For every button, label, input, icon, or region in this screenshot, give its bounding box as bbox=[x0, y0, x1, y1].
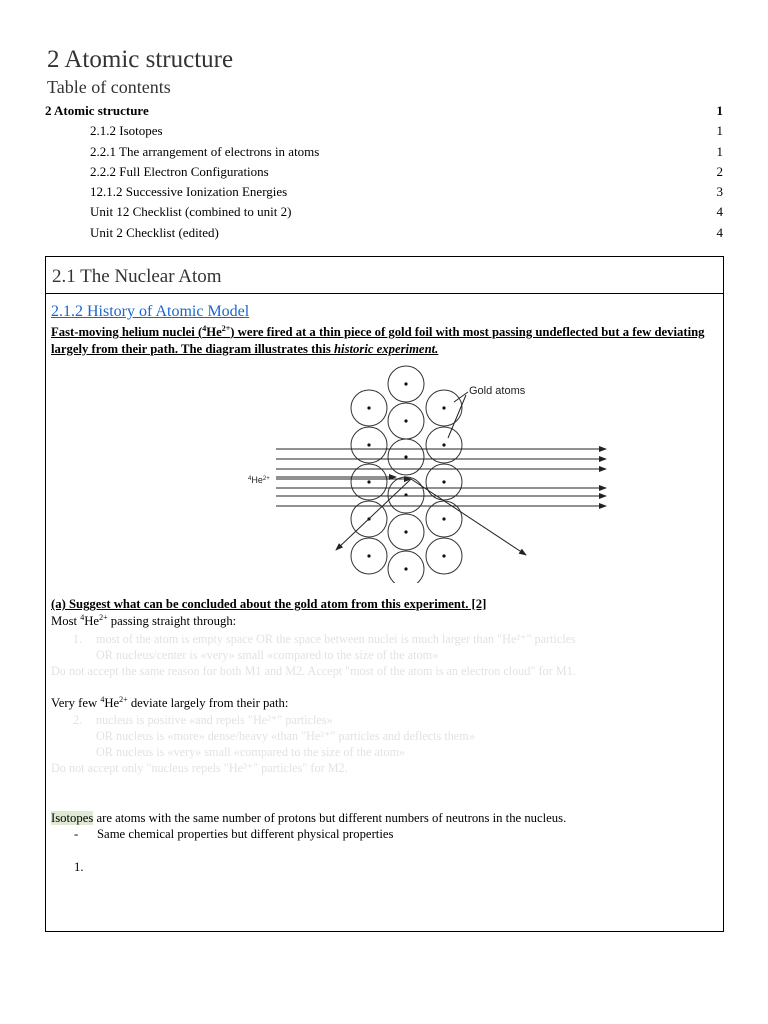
most-post: passing straight through: bbox=[107, 614, 237, 628]
gold-atom bbox=[351, 538, 387, 574]
few-pre: Very few bbox=[51, 696, 101, 710]
dash-bullet: - bbox=[74, 827, 79, 841]
isotopes-highlight: Isotopes bbox=[51, 811, 94, 825]
toc-entry-page: 3 bbox=[716, 184, 723, 200]
empty-numbered-item[interactable]: 1. bbox=[74, 860, 84, 874]
toc-entry[interactable] bbox=[45, 202, 723, 222]
toc-entry[interactable] bbox=[45, 142, 723, 162]
toc-entry-page: 1 bbox=[716, 123, 723, 139]
toc-entry[interactable] bbox=[45, 182, 723, 202]
toc-entry-page: 4 bbox=[716, 224, 723, 240]
gold-atom bbox=[388, 439, 424, 475]
intro-italic: historic experiment. bbox=[334, 342, 439, 356]
alpha-particle-paths bbox=[276, 449, 606, 555]
helium-label: $^4He^{2+}$ bbox=[248, 475, 270, 485]
toc-entry-page: 1 bbox=[716, 103, 723, 118]
most-pre: Most bbox=[51, 614, 81, 628]
markscheme-m2-line1: nucleus is positive «and repels "He²⁺" particles» bbox=[96, 713, 333, 727]
intro-text-1: Fast-moving helium nuclei ( bbox=[51, 325, 203, 339]
few-post: deviate largely from their path: bbox=[127, 696, 289, 710]
few-deviate-line bbox=[51, 695, 288, 711]
intro-isotope-mass: 4 bbox=[202, 323, 207, 333]
bullet-text: Same chemical properties but different physical properties bbox=[97, 827, 394, 841]
toc-entry[interactable] bbox=[45, 121, 723, 141]
toc-entry-page: 4 bbox=[716, 204, 723, 220]
gold-atom bbox=[388, 514, 424, 550]
toc-heading: Table of contents bbox=[47, 77, 171, 97]
gold-atom bbox=[351, 390, 387, 426]
gold-label-pointer bbox=[448, 395, 466, 438]
particle-path bbox=[411, 479, 526, 555]
gold-atom-grid bbox=[351, 366, 462, 583]
intro-text-2: ) were fired at a thin piece of gold foil with most passing undeflected but a few deviating largely from their path. The diagram illustrates this bbox=[51, 325, 705, 356]
gold-atom bbox=[426, 427, 462, 463]
intro-paragraph bbox=[51, 324, 716, 358]
toc-entry-label: 2.1.2 Isotopes bbox=[90, 123, 163, 139]
bullet-item bbox=[74, 827, 393, 842]
toc-entry-page: 2 bbox=[716, 163, 723, 179]
markscheme-m1-number: 1. bbox=[73, 632, 83, 646]
gold-label-pointer bbox=[454, 392, 468, 402]
gold-atom bbox=[388, 403, 424, 439]
toc-entry[interactable] bbox=[45, 101, 723, 121]
toc-entry-label: 2.2.1 The arrangement of electrons in atoms bbox=[90, 143, 320, 159]
document-title: 2 Atomic structure bbox=[47, 46, 234, 73]
isotopes-rest: are atoms with the same number of protons but different numbers of neutrons in the nucleus. bbox=[93, 811, 567, 825]
markscheme-m2-note: Do not accept only "nucleus repels "He²⁺" particles" for M2. bbox=[51, 761, 348, 775]
most-sym: He bbox=[84, 614, 100, 628]
gold-atoms-label: Gold atoms bbox=[469, 385, 526, 397]
few-iso: 4 bbox=[100, 694, 105, 704]
markscheme-m2-line2: OR nucleus is «more» dense/heavy «than "He²⁺" particles and deflects them» bbox=[96, 729, 475, 743]
gold-atom bbox=[388, 366, 424, 402]
few-charge: 2+ bbox=[119, 694, 128, 704]
subsection-link[interactable]: 2.1.2 History of Atomic Model bbox=[51, 303, 250, 320]
toc-entry-label: Unit 12 Checklist (combined to unit 2) bbox=[90, 204, 292, 220]
isotopes-definition bbox=[51, 810, 566, 826]
toc-entry-label: 2.2.2 Full Electron Configurations bbox=[90, 163, 269, 179]
question-a: (a) Suggest what can be concluded about the gold atom from this experiment. [2] bbox=[51, 597, 487, 611]
markscheme-m1-line2: OR nucleus/center is «very» small «compared to the size of the atom» bbox=[96, 648, 439, 662]
gold-atom bbox=[351, 427, 387, 463]
nuclear-atom-section bbox=[45, 256, 724, 932]
intro-symbol: He bbox=[206, 325, 222, 339]
gold-atom bbox=[426, 538, 462, 574]
gold-atom bbox=[388, 551, 424, 583]
markscheme-m1-note: Do not accept the same reason for both M1 and M2. Accept "most of the atom is an electron cloud" for M1. bbox=[51, 664, 576, 678]
toc-entry-page: 1 bbox=[716, 143, 723, 159]
toc-entry-label: 2 Atomic structure bbox=[45, 103, 149, 118]
toc-entry[interactable] bbox=[45, 162, 723, 182]
most-iso: 4 bbox=[80, 612, 85, 622]
most-charge: 2+ bbox=[99, 612, 108, 622]
markscheme-m2-line3: OR nucleus is «very» small «compared to the size of the atom» bbox=[96, 745, 406, 759]
intro-charge: 2+ bbox=[221, 323, 231, 333]
markscheme-m2-number: 2. bbox=[73, 713, 83, 727]
toc-entry-label: 12.1.2 Successive Ionization Energies bbox=[90, 184, 288, 200]
most-pass-line bbox=[51, 613, 236, 629]
few-sym: He bbox=[104, 696, 120, 710]
toc-entry-label: Unit 2 Checklist (edited) bbox=[90, 224, 219, 240]
markscheme-m1-line1: most of the atom is empty space OR the space between nuclei is much larger than "He²⁺" particles bbox=[96, 632, 576, 646]
section-heading: 2.1 The Nuclear Atom bbox=[46, 257, 723, 294]
gold-atom bbox=[426, 390, 462, 426]
toc-entry[interactable] bbox=[45, 223, 723, 243]
particle-path bbox=[336, 479, 411, 550]
rutherford-diagram bbox=[196, 365, 616, 583]
table-of-contents bbox=[45, 101, 723, 243]
